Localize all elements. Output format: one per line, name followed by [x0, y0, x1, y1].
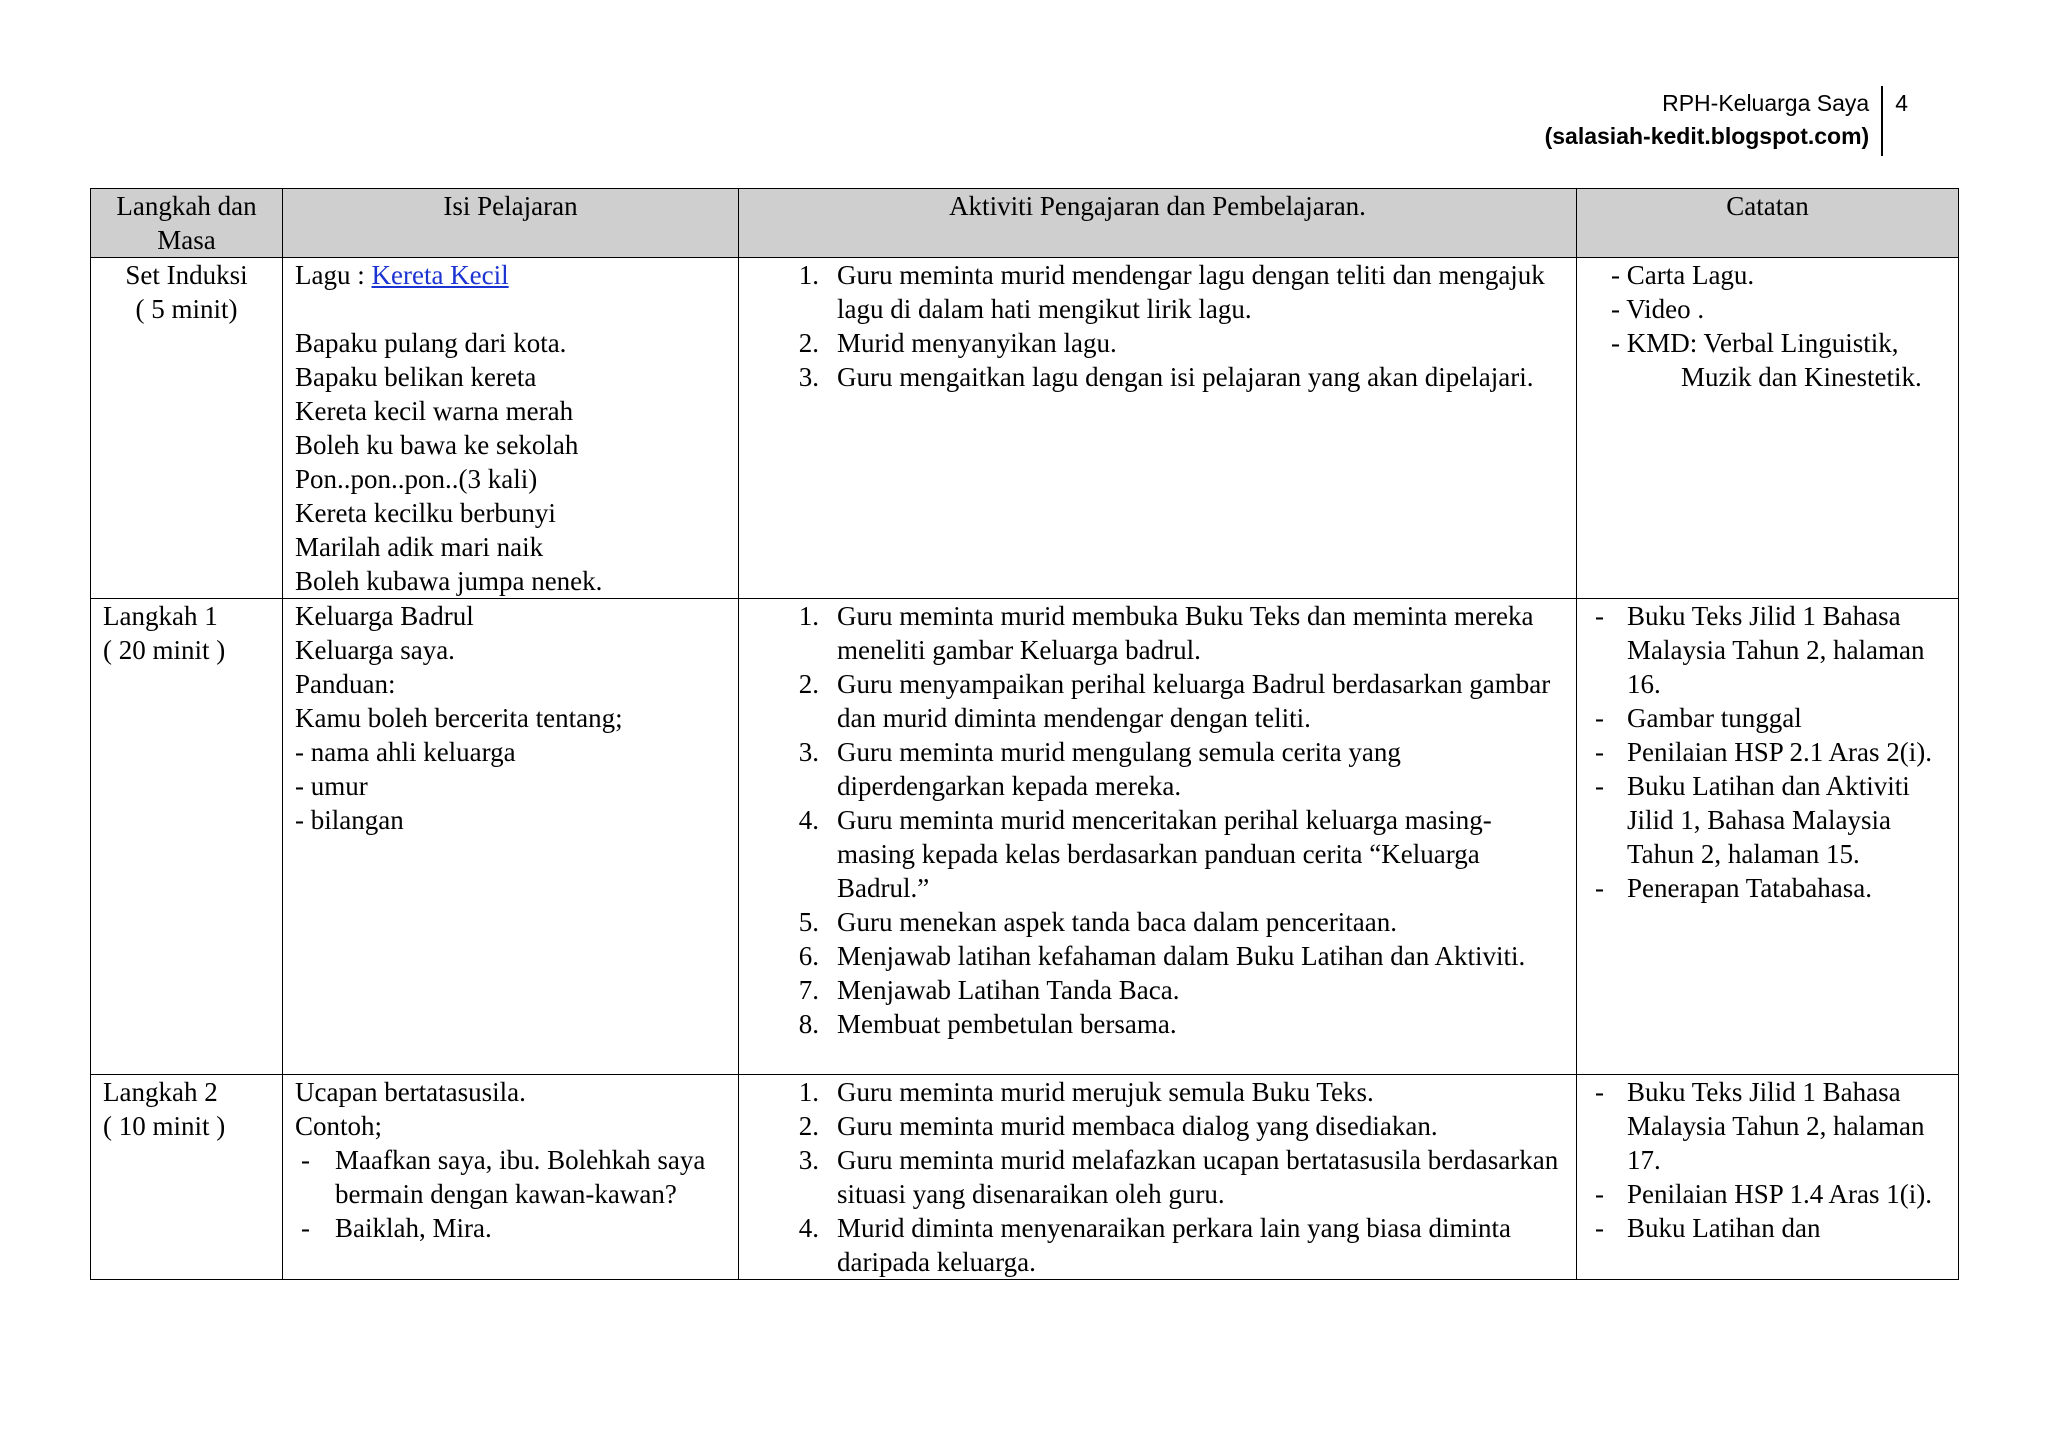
notes-list	[1589, 599, 1946, 905]
header-text-block	[1545, 86, 1884, 156]
column-header-activities: Aktiviti Pengajaran dan Pembelajaran.	[739, 189, 1577, 258]
list-item	[798, 973, 1564, 1007]
item-text: Guru meminta murid merujuk semula Buku Teks.	[837, 1077, 1374, 1107]
step-cell	[91, 1075, 283, 1280]
lyric-line: Kereta kecil warna merah	[295, 396, 574, 426]
item-number: 3.	[798, 737, 819, 767]
list-item	[798, 1211, 1564, 1279]
note-item: - Buku Latihan dan	[1595, 1213, 1821, 1243]
content-line: - umur	[295, 771, 368, 801]
item-text: Guru meminta murid membuka Buku Teks dan meminta mereka meneliti gambar Keluarga badrul.	[837, 601, 1534, 665]
item-number: 3.	[798, 1145, 819, 1175]
list-item	[798, 258, 1564, 326]
activities-cell	[739, 1075, 1577, 1280]
note-item: - Penerapan Tatabahasa.	[1595, 873, 1872, 903]
item-number: 1.	[798, 601, 819, 631]
item-number: 7.	[798, 975, 819, 1005]
item-text: Guru meminta murid mengulang semula cerita yang diperdengarkan kepada mereka.	[837, 737, 1401, 801]
list-item	[798, 326, 1564, 360]
note-line: - Carta Lagu.	[1611, 260, 1755, 290]
column-header-step: Langkah dan Masa	[91, 189, 283, 258]
list-item	[798, 735, 1564, 803]
list-item	[798, 939, 1564, 973]
lyric-line: Kereta kecilku berbunyi	[295, 498, 556, 528]
item-text: Guru menekan aspek tanda baca dalam penceritaan.	[837, 907, 1397, 937]
note-text: Penerapan Tatabahasa.	[1627, 873, 1872, 903]
note-item: - Penilaian HSP 1.4 Aras 1(i).	[1595, 1179, 1932, 1209]
item-number: 3.	[798, 362, 819, 392]
item-number: 4.	[798, 1213, 819, 1243]
activity-list	[751, 1075, 1564, 1279]
content-line: Contoh;	[295, 1111, 383, 1141]
document-title: RPH-Keluarga Saya	[1662, 90, 1870, 116]
note-item: - Penilaian HSP 2.1 Aras 2(i).	[1595, 737, 1932, 767]
item-text: Guru meminta murid menceritakan perihal keluarga masing-masing kepada kelas berdasarkan panduan cerita “Keluarga Badrul.”	[837, 805, 1492, 903]
step-name: Set Induksi	[125, 260, 248, 290]
note-text: Buku Latihan dan	[1627, 1213, 1821, 1243]
dialog-item: - Maafkan saya, ibu. Bolehkah saya bermain dengan kawan-kawan?	[301, 1145, 706, 1209]
note-text: Gambar tunggal	[1627, 703, 1802, 733]
spacer	[295, 292, 726, 326]
dialog-item: - Baiklah, Mira.	[301, 1213, 492, 1243]
dialog-list	[295, 1143, 726, 1245]
song-title-link[interactable]: Kereta Kecil	[371, 260, 509, 290]
item-text: Guru mengaitkan lagu dengan isi pelajaran yang akan dipelajari.	[837, 362, 1534, 392]
list-item	[798, 599, 1564, 667]
item-text: Guru meminta murid membaca dialog yang disediakan.	[837, 1111, 1438, 1141]
list-item	[798, 905, 1564, 939]
content-line: Kamu boleh bercerita tentang;	[295, 703, 623, 733]
content-line: Ucapan bertatasusila.	[295, 1077, 526, 1107]
content-line: Panduan:	[295, 669, 396, 699]
note-text: Buku Latihan dan Aktiviti Jilid 1, Bahasa Malaysia Tahun 2, halaman 15.	[1627, 771, 1910, 869]
table-row	[91, 258, 1959, 599]
page-number: 4	[1895, 90, 1908, 116]
lesson-plan-table	[90, 188, 1959, 1280]
note-item: - Gambar tunggal	[1595, 703, 1802, 733]
item-text: Guru meminta murid mendengar lagu dengan teliti dan mengajuk lagu di dalam hati mengikut lirik lagu.	[837, 260, 1545, 324]
lyric-line: Bapaku pulang dari kota.	[295, 328, 567, 358]
item-number: 4.	[798, 805, 819, 835]
table-header-row	[91, 189, 1959, 258]
list-item	[798, 1075, 1564, 1109]
activity-list	[751, 258, 1564, 394]
item-number: 5.	[798, 907, 819, 937]
content-line: - bilangan	[295, 805, 404, 835]
item-number: 1.	[798, 1077, 819, 1107]
step-time: ( 20 minit )	[103, 635, 226, 665]
notes-cell	[1577, 1075, 1959, 1280]
lyric-line: Bapaku belikan kereta	[295, 362, 537, 392]
dialog-text: Baiklah, Mira.	[335, 1213, 492, 1243]
note-line-continued: Muzik dan Kinestetik.	[1681, 362, 1922, 392]
step-cell	[91, 258, 283, 599]
table-row	[91, 599, 1959, 1075]
lyric-line: Boleh ku bawa ke sekolah	[295, 430, 579, 460]
list-item	[798, 1007, 1564, 1041]
item-text: Menjawab latihan kefahaman dalam Buku Latihan dan Aktiviti.	[837, 941, 1526, 971]
item-text: Guru meminta murid melafazkan ucapan bertatasusila berdasarkan situasi yang disenaraikan oleh guru.	[837, 1145, 1559, 1209]
note-text: Buku Teks Jilid 1 Bahasa Malaysia Tahun 2, halaman 16.	[1627, 601, 1925, 699]
list-item	[798, 1143, 1564, 1211]
content-line: Keluarga Badrul	[295, 601, 474, 631]
page-header	[1545, 86, 1908, 156]
item-text: Membuat pembetulan bersama.	[837, 1009, 1177, 1039]
note-line: - Video .	[1611, 294, 1705, 324]
content-cell	[283, 599, 739, 1075]
step-name: Langkah 1	[103, 601, 218, 631]
activities-cell	[739, 258, 1577, 599]
content-cell	[283, 258, 739, 599]
table-row	[91, 1075, 1959, 1280]
item-number: 2.	[798, 328, 819, 358]
content-line: Keluarga saya.	[295, 635, 455, 665]
list-item	[798, 803, 1564, 905]
step-time: ( 10 minit )	[103, 1111, 226, 1141]
item-number: 2.	[798, 1111, 819, 1141]
list-item	[798, 360, 1564, 394]
note-item: - Buku Latihan dan Aktiviti Jilid 1, Bahasa Malaysia Tahun 2, halaman 15.	[1595, 771, 1910, 869]
note-line: - KMD: Verbal Linguistik,	[1611, 328, 1899, 358]
list-item	[798, 1109, 1564, 1143]
content-line: - nama ahli keluarga	[295, 737, 516, 767]
note-item: - Buku Teks Jilid 1 Bahasa Malaysia Tahun 2, halaman 16.	[1595, 601, 1925, 699]
song-label: Lagu :	[295, 260, 372, 290]
note-item: - Buku Teks Jilid 1 Bahasa Malaysia Tahun 2, halaman 17.	[1595, 1077, 1925, 1175]
step-name: Langkah 2	[103, 1077, 218, 1107]
column-header-content: Isi Pelajaran	[283, 189, 739, 258]
list-item	[798, 667, 1564, 735]
item-text: Menjawab Latihan Tanda Baca.	[837, 975, 1180, 1005]
item-text: Murid menyanyikan lagu.	[837, 328, 1117, 358]
dialog-text: Maafkan saya, ibu. Bolehkah saya bermain dengan kawan-kawan?	[335, 1145, 706, 1209]
note-text: Penilaian HSP 2.1 Aras 2(i).	[1627, 737, 1932, 767]
item-number: 1.	[798, 260, 819, 290]
item-text: Guru menyampaikan perihal keluarga Badrul berdasarkan gambar dan murid diminta mendengar dengan teliti.	[837, 669, 1551, 733]
column-header-notes: Catatan	[1577, 189, 1959, 258]
content-cell	[283, 1075, 739, 1280]
activities-cell	[739, 599, 1577, 1075]
note-text: Penilaian HSP 1.4 Aras 1(i).	[1627, 1179, 1932, 1209]
notes-cell	[1577, 599, 1959, 1075]
note-text: Buku Teks Jilid 1 Bahasa Malaysia Tahun 2, halaman 17.	[1627, 1077, 1925, 1175]
item-text: Murid diminta menyenaraikan perkara lain yang biasa diminta daripada keluarga.	[837, 1213, 1512, 1277]
item-number: 2.	[798, 669, 819, 699]
lyric-line: Pon..pon..pon..(3 kali)	[295, 464, 538, 494]
item-number: 8.	[798, 1009, 819, 1039]
lyric-line: Marilah adik mari naik	[295, 532, 544, 562]
notes-cell	[1577, 258, 1959, 599]
step-time: ( 5 minit)	[135, 294, 238, 324]
blog-url: (salasiah-kedit.blogspot.com)	[1544, 123, 1870, 149]
activity-list	[751, 599, 1564, 1041]
item-number: 6.	[798, 941, 819, 971]
notes-list	[1589, 1075, 1946, 1245]
lyric-line: Boleh kubawa jumpa nenek.	[295, 566, 603, 596]
song-line	[295, 258, 726, 292]
step-cell	[91, 599, 283, 1075]
